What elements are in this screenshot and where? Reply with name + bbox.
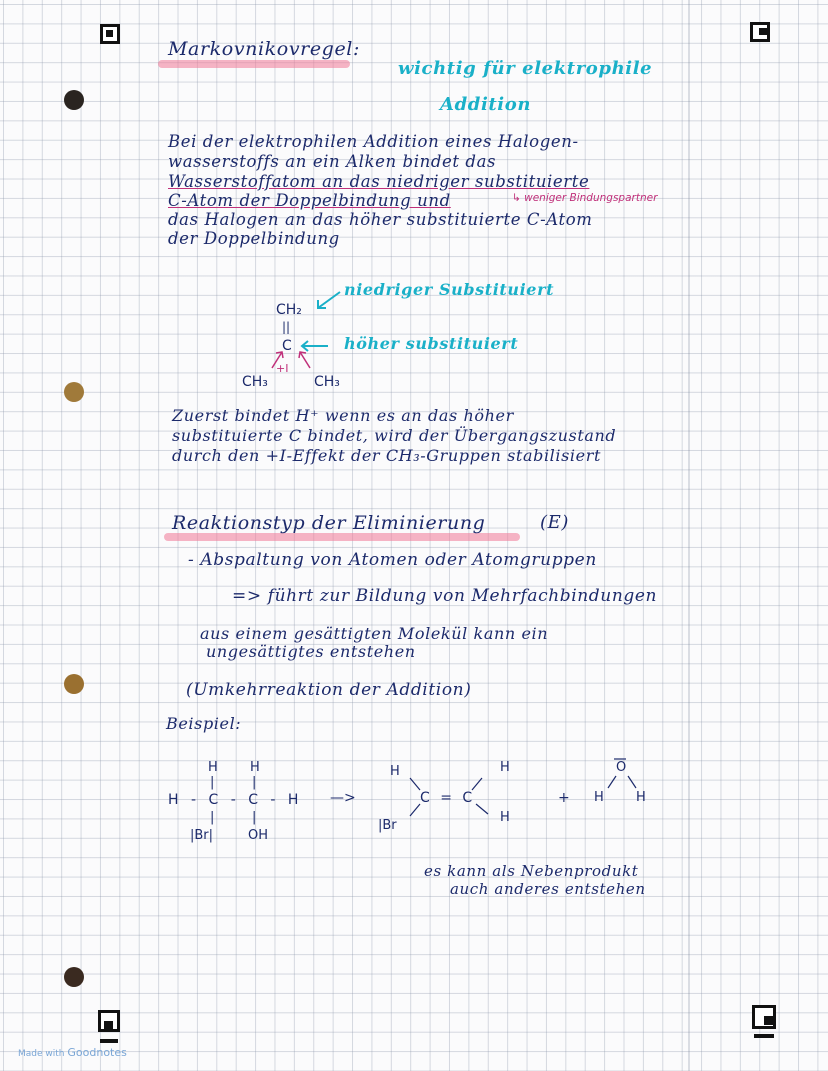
reaction-arrow: —>: [330, 790, 356, 806]
product-br: |Br: [378, 818, 397, 833]
footer-watermark: [18, 1046, 127, 1059]
section1-note-line2: Addition: [440, 94, 532, 115]
product-h-bottom: H: [500, 810, 510, 825]
corner-marker-top-right: [750, 22, 770, 42]
explanation-line-3: durch den +I-Effekt der CH₃-Gruppen stabilisiert: [172, 446, 601, 465]
line-2b: ungesättigtes entstehen: [206, 642, 416, 661]
water-h2: H: [636, 790, 646, 805]
bullet-1-sub: => führt zur Bildung von Mehrfachbindungen: [232, 586, 658, 606]
para-line-1: Bei der elektrophilen Addition eines Halogen-: [168, 132, 579, 151]
water-h1: H: [594, 790, 604, 805]
section1-title: Markovnikovregel:: [168, 38, 360, 60]
product-h-top-left: H: [390, 764, 400, 779]
reactant-bond-top-1: |: [210, 775, 215, 790]
reactant-bond-bottom-1: |: [210, 810, 215, 825]
water-o: O: [616, 760, 627, 775]
bullet-1: - Abspaltung von Atomen oder Atomgruppen: [188, 550, 597, 570]
struct-ch3-right: CH₃: [314, 374, 340, 390]
para-line-5: das Halogen an das höher substituierte C-Atom: [168, 210, 593, 229]
section2-title-suffix: (E): [540, 512, 569, 533]
reactant-chain: H - C - C - H: [168, 792, 303, 808]
struct-ch3-left: CH₃: [242, 374, 268, 390]
struct-arrows: [240, 280, 360, 380]
line-3: (Umkehrreaktion der Addition): [186, 680, 472, 700]
product-h-top-right: H: [500, 760, 510, 775]
reactant-h-top-1: H: [208, 760, 218, 775]
reactant-h-top-2: H: [250, 760, 260, 775]
footer-made-with: Made with: [18, 1049, 65, 1059]
section2-title-highlight: [164, 533, 520, 541]
corner-marker-bottom-right: [752, 1005, 776, 1029]
line-2a: aus einem gesättigten Molekül kann ein: [200, 624, 549, 643]
explanation-line-2: substituierte C bindet, wird der Übergangszustand: [172, 426, 617, 445]
example-label: Beispiel:: [166, 714, 242, 733]
section1-note-line1: wichtig für elektrophile: [398, 58, 653, 79]
struct-c: C: [282, 338, 292, 354]
punch-hole-3: [64, 674, 84, 694]
punch-hole-1: [64, 90, 84, 110]
footer-brand: Goodnotes: [67, 1046, 127, 1059]
para-line-2: wasserstoffs an ein Alken bindet das: [168, 152, 497, 171]
product-bonds: [396, 770, 506, 830]
section2-title: Reaktionstyp der Eliminierung: [172, 512, 486, 534]
corner-marker-top-left: [100, 24, 120, 44]
label-higher-substituted: höher substituiert: [344, 334, 519, 353]
label-lower-substituted: niedriger Substituiert: [344, 280, 555, 299]
plus-sign: +: [558, 790, 570, 806]
reactant-oh: OH: [248, 828, 269, 843]
title-highlight: [158, 60, 350, 68]
corner-marker-bottom-right-bar: [754, 1034, 774, 1038]
right-margin-line: [688, 0, 690, 1071]
water-bonds: [596, 756, 656, 796]
reactant-bond-bottom-2: |: [252, 810, 257, 825]
corner-marker-bottom-left: [98, 1010, 120, 1032]
corner-marker-bottom-left-bar: [100, 1039, 118, 1043]
byproduct-note-2: auch anderes entstehen: [450, 880, 646, 898]
reactant-bond-top-2: |: [252, 775, 257, 790]
para-line-4: C-Atom der Doppelbindung und: [168, 191, 451, 210]
reactant-br: |Br|: [190, 828, 214, 843]
para-line-3: Wasserstoffatom an das niedriger substituierte: [168, 172, 590, 191]
explanation-line-1: Zuerst bindet H⁺ wenn es an das höher: [172, 406, 514, 425]
struct-double-bond: ||: [282, 320, 291, 334]
byproduct-note-1: es kann als Nebenprodukt: [424, 862, 639, 880]
struct-ch2: CH₂: [276, 302, 302, 318]
para-line-6: der Doppelbindung: [168, 229, 340, 248]
punch-hole-2: [64, 382, 84, 402]
struct-plus-i: +I: [276, 362, 289, 375]
product-cc: C = C: [420, 790, 476, 806]
punch-hole-4: [64, 967, 84, 987]
side-note: ↳ weniger Bindungspartner: [512, 192, 658, 204]
